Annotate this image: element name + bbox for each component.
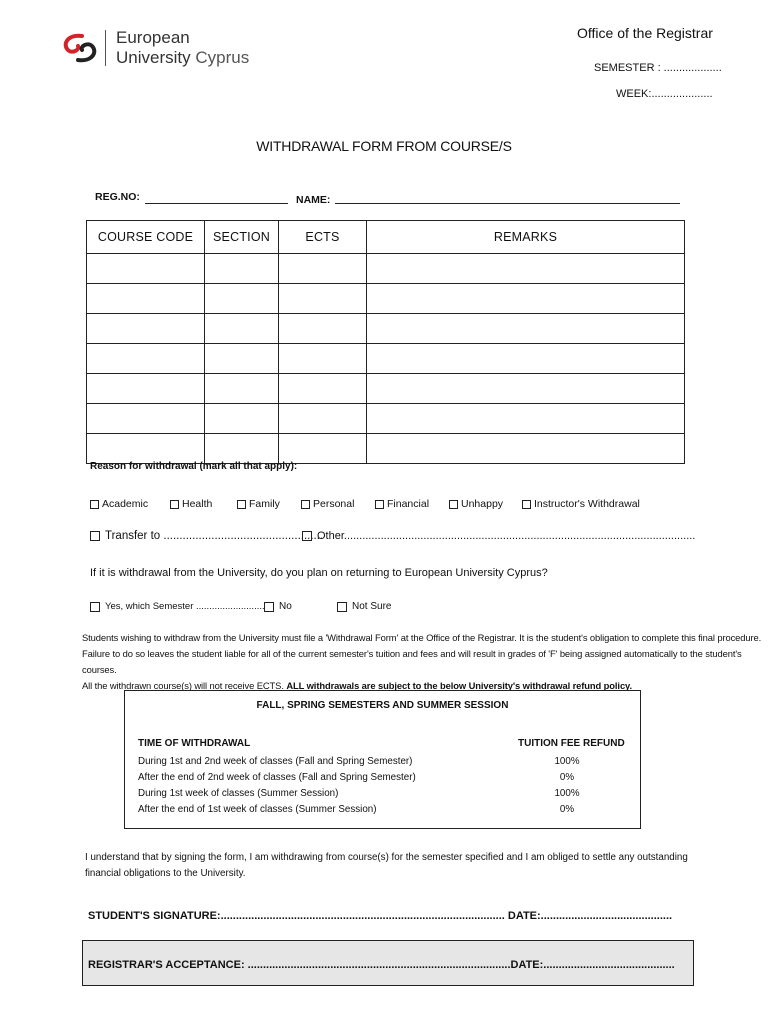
student-signature-line[interactable]: STUDENT'S SIGNATURE:............................................................................................. DATE:........................................... bbox=[88, 910, 673, 922]
name-line bbox=[335, 203, 680, 204]
option-health[interactable]: Health bbox=[170, 498, 212, 510]
table-row bbox=[87, 404, 685, 434]
refund-row-value: 0% bbox=[559, 804, 575, 815]
checkbox[interactable] bbox=[90, 500, 99, 509]
logo-line2-b: Cyprus bbox=[195, 48, 250, 67]
option-yes[interactable]: Yes, which Semester .......................... bbox=[90, 601, 265, 612]
option-unhappy[interactable]: Unhappy bbox=[449, 498, 503, 510]
option-transfer[interactable]: Transfer to .................................................. bbox=[90, 530, 323, 542]
col-ects: ECTS bbox=[279, 221, 367, 254]
col-course-code: COURSE CODE bbox=[87, 221, 205, 254]
refund-row-time: After the end of 1st week of classes (Summer Session) bbox=[138, 804, 377, 815]
table-row bbox=[87, 344, 685, 374]
refund-row-value: 100% bbox=[554, 788, 580, 799]
checkbox[interactable] bbox=[264, 602, 274, 612]
checkbox[interactable] bbox=[170, 500, 179, 509]
col-time-of-withdrawal: TIME OF WITHDRAWAL bbox=[138, 738, 251, 749]
checkbox[interactable] bbox=[522, 500, 531, 509]
table-row bbox=[87, 314, 685, 344]
table-row bbox=[87, 254, 685, 284]
option-family[interactable]: Family bbox=[237, 498, 280, 510]
registrar-acceptance-line[interactable]: REGISTRAR'S ACCEPTANCE: ......................................................................................DATE:........................................... bbox=[88, 959, 675, 971]
col-remarks: REMARKS bbox=[367, 221, 685, 254]
week-field: WEEK:.................... bbox=[616, 88, 713, 100]
page-title: WITHDRAWAL FORM FROM COURSE/S bbox=[256, 138, 512, 154]
semester-field: SEMESTER : ................... bbox=[594, 62, 722, 74]
table-row bbox=[87, 374, 685, 404]
course-table bbox=[86, 220, 685, 464]
reason-label: Reason for withdrawal (mark all that apply): bbox=[90, 461, 298, 472]
refund-title: FALL, SPRING SEMESTERS AND SUMMER SESSION bbox=[256, 700, 509, 711]
option-instructors-withdrawal[interactable]: Instructor's Withdrawal bbox=[522, 498, 640, 510]
acknowledgement-text: I understand that by signing the form, I am withdrawing from course(s) for the semester specified and I am obliged to settle any outstanding financial obligations to the University. bbox=[85, 852, 688, 879]
university-logo-icon bbox=[60, 30, 100, 66]
name-label: NAME: bbox=[296, 194, 331, 206]
refund-row-value: 0% bbox=[559, 772, 575, 783]
table-row bbox=[87, 434, 685, 464]
option-personal[interactable]: Personal bbox=[301, 498, 354, 510]
col-section: SECTION bbox=[205, 221, 279, 254]
returning-question: If it is withdrawal from the University, do you plan on returning to European University Cyprus? bbox=[90, 567, 548, 579]
university-name bbox=[116, 28, 249, 68]
checkbox[interactable] bbox=[375, 500, 384, 509]
refund-row-time: During 1st week of classes (Summer Session) bbox=[138, 788, 339, 799]
checkbox[interactable] bbox=[90, 602, 100, 612]
logo-line1: European bbox=[116, 28, 190, 47]
refund-row-time: After the end of 2nd week of classes (Fall and Spring Semester) bbox=[138, 772, 416, 783]
logo-divider bbox=[105, 30, 106, 66]
checkbox[interactable] bbox=[337, 602, 347, 612]
refund-row-time: During 1st and 2nd week of classes (Fall and Spring Semester) bbox=[138, 756, 413, 767]
col-tuition-fee-refund: TUITION FEE REFUND bbox=[518, 738, 625, 749]
option-no[interactable]: No bbox=[264, 601, 292, 612]
logo-line2-a: University bbox=[116, 48, 191, 67]
refund-policy-note: ALL withdrawals are subject to the below University's withdrawal refund policy. bbox=[286, 680, 632, 691]
office-heading: Office of the Registrar bbox=[577, 25, 713, 41]
reg-no-line bbox=[145, 203, 288, 204]
table-row bbox=[87, 284, 685, 314]
checkbox[interactable] bbox=[237, 500, 246, 509]
option-academic[interactable]: Academic bbox=[90, 498, 148, 510]
option-other[interactable]: Other................................................................................................................... bbox=[302, 530, 695, 542]
refund-row-value: 100% bbox=[554, 756, 580, 767]
checkbox[interactable] bbox=[449, 500, 458, 509]
checkbox[interactable] bbox=[301, 500, 310, 509]
checkbox[interactable] bbox=[90, 531, 100, 541]
option-financial[interactable]: Financial bbox=[375, 498, 429, 510]
withdrawal-notice: Students wishing to withdraw from the University must file a 'Withdrawal Form' at the Office of the Registrar. It is the student's obligation to complete this final procedure. Failure to do so leaves the student liable for all of the current semester's tuition and fees and will result in grades of 'F' being assigned automatically to the student's courses. All the withdrawn course(s) will not receive ECTS. ALL withdrawals are subject to the below University's withdrawal refund policy. bbox=[82, 632, 762, 691]
checkbox[interactable] bbox=[302, 531, 312, 541]
reg-no-label: REG.NO: bbox=[95, 191, 140, 203]
option-not-sure[interactable]: Not Sure bbox=[337, 601, 391, 612]
